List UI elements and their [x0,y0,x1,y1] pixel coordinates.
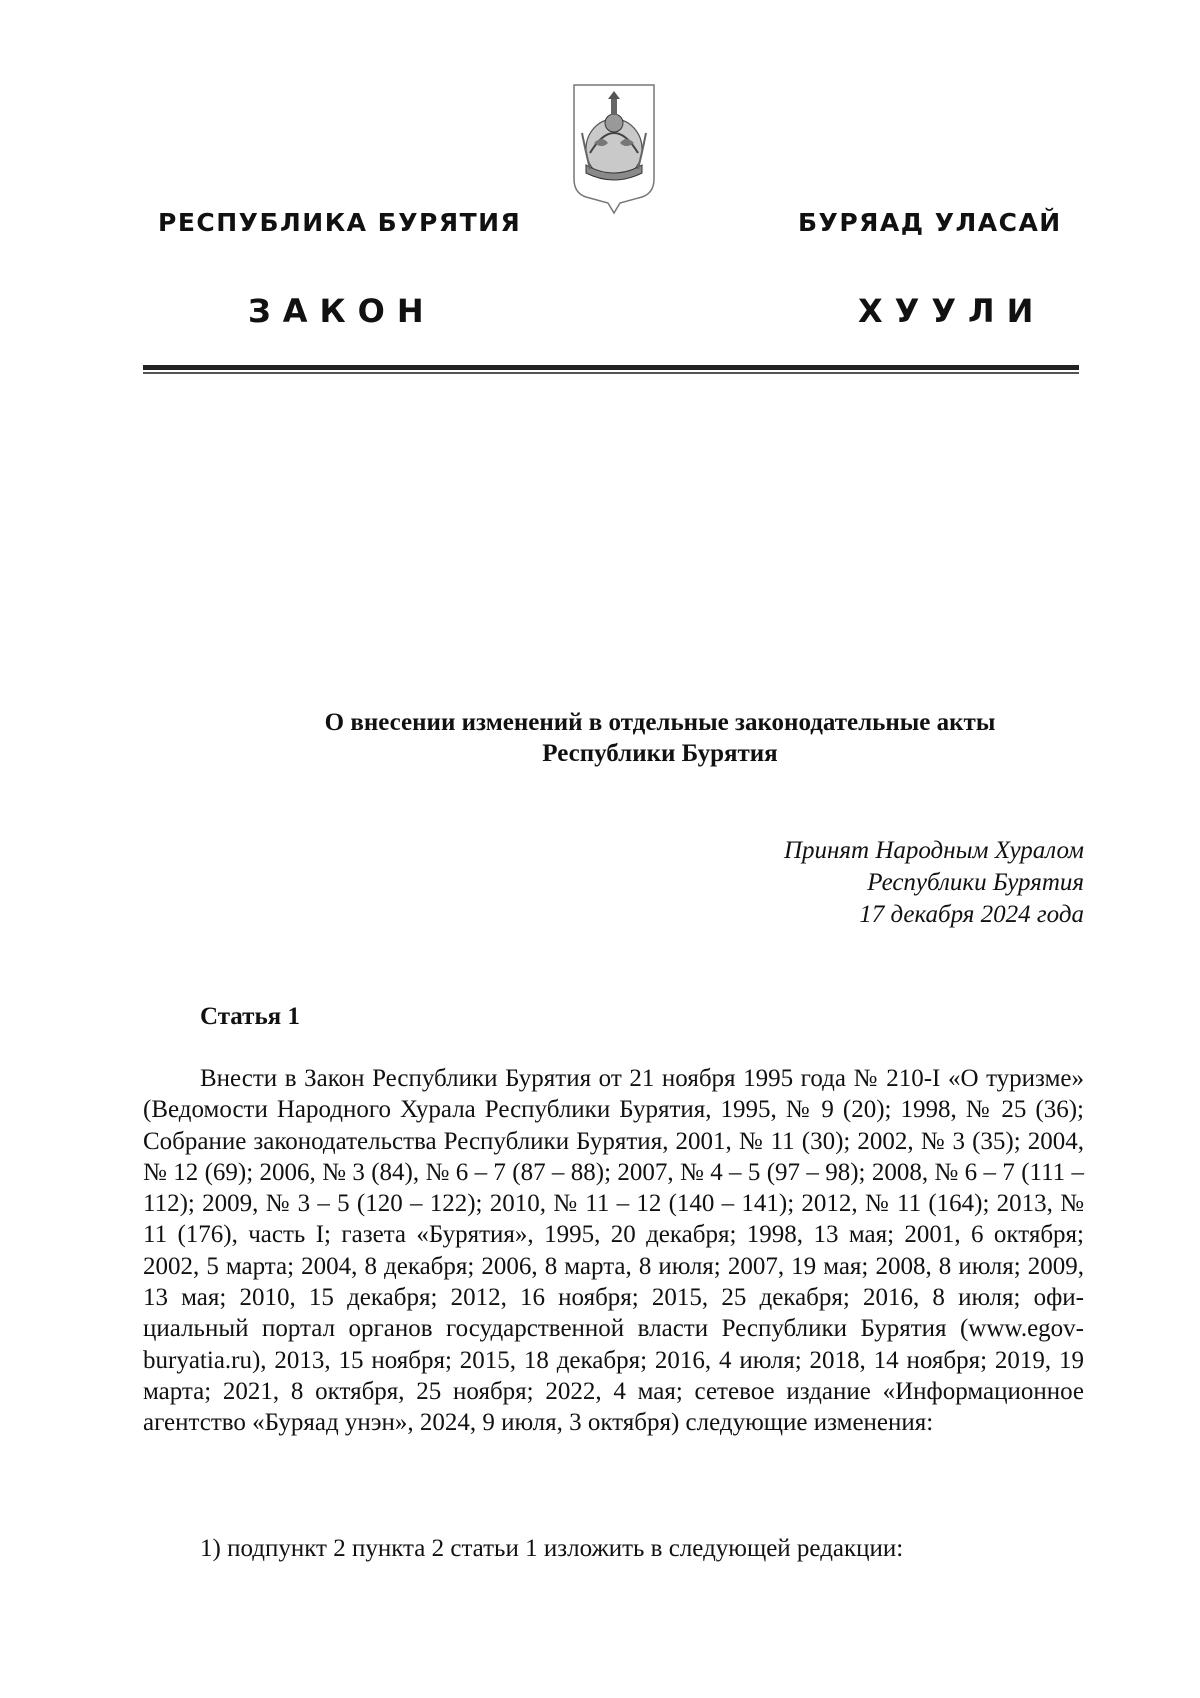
adoption-note-line-2: Республики Бурятия [867,869,1084,896]
document-title [190,707,1130,769]
law-label-russian: ЗАКОН [248,292,436,330]
republic-name-russian: РЕСПУБЛИКА БУРЯТИЯ [158,208,522,237]
adoption-note [600,835,1084,931]
header-divider-thin [143,372,1079,374]
header-divider [143,365,1079,370]
republic-name-buryat: БУРЯАД УЛАСАЙ [798,208,1062,237]
adoption-note-line-1: Принят Народным Хуралом [783,837,1084,864]
article-heading: Статья 1 [200,1003,300,1030]
law-label-buryat: ХУУЛИ [858,292,1046,330]
coat-of-arms-emblem [572,83,656,215]
document-title-line-1: О внесении изменений в отдельные законодательные акты [324,709,996,736]
article-body-paragraph: Внести в Закон Республики Бурятия от 21 ноября 1995 года № 210-I «О туризме» (Ведомости Народного Хурала Республики Бурятия, 1995, № 9 (20); 1998, № 25 (36); Собрание законодательства Республики Бурятия, 2001, № 11 (30); 2002, № 3 (35); 2004, № 12 (69); 2006, № 3 (84), № 6 – 7 (87 – 88); 2007, № 4 – 5 (97 – 98); 2008, № 6 – 7 (111 – 112); 2009, № 3 – 5 (120 – 122); 2010, № 11 – 12 (140 – 141); 2012, № 11 (164); 2013, № 11 (176), часть I; газета «Бурятия», 1995, 20 декабря; 1998, 13 мая; 2001, 6 октября; 2002, 5 марта; 2004, 8 декабря; 2006, 8 марта, 8 июля; 2007, 19 мая; 2008, 8 июля; 2009, 13 мая; 2010, 15 декабря; 2012, 16 ноября; 2015, 25 декабря; 2016, 8 июля; официальный портал органов государственной власти Республики Бурятия (www.egov-buryatia.ru), 2013, 15 ноября; 2015, 18 декабря; 2016, 4 июля; 2018, 14 ноября; 2019, 19 марта; 2021, 8 октября, 25 ноября; 2022, 4 мая; сетевое издание «Информационное агентство «Буряад унэн», 2024, 9 июля, 3 октября) следующие изменения: [143,1065,1084,1437]
list-item-1: 1) подпункт 2 пункта 2 статьи 1 изложить в следующей редакции: [200,1535,904,1562]
document-title-line-2: Республики Бурятия [542,740,778,767]
adoption-date: 17 декабря 2024 года [859,901,1084,928]
